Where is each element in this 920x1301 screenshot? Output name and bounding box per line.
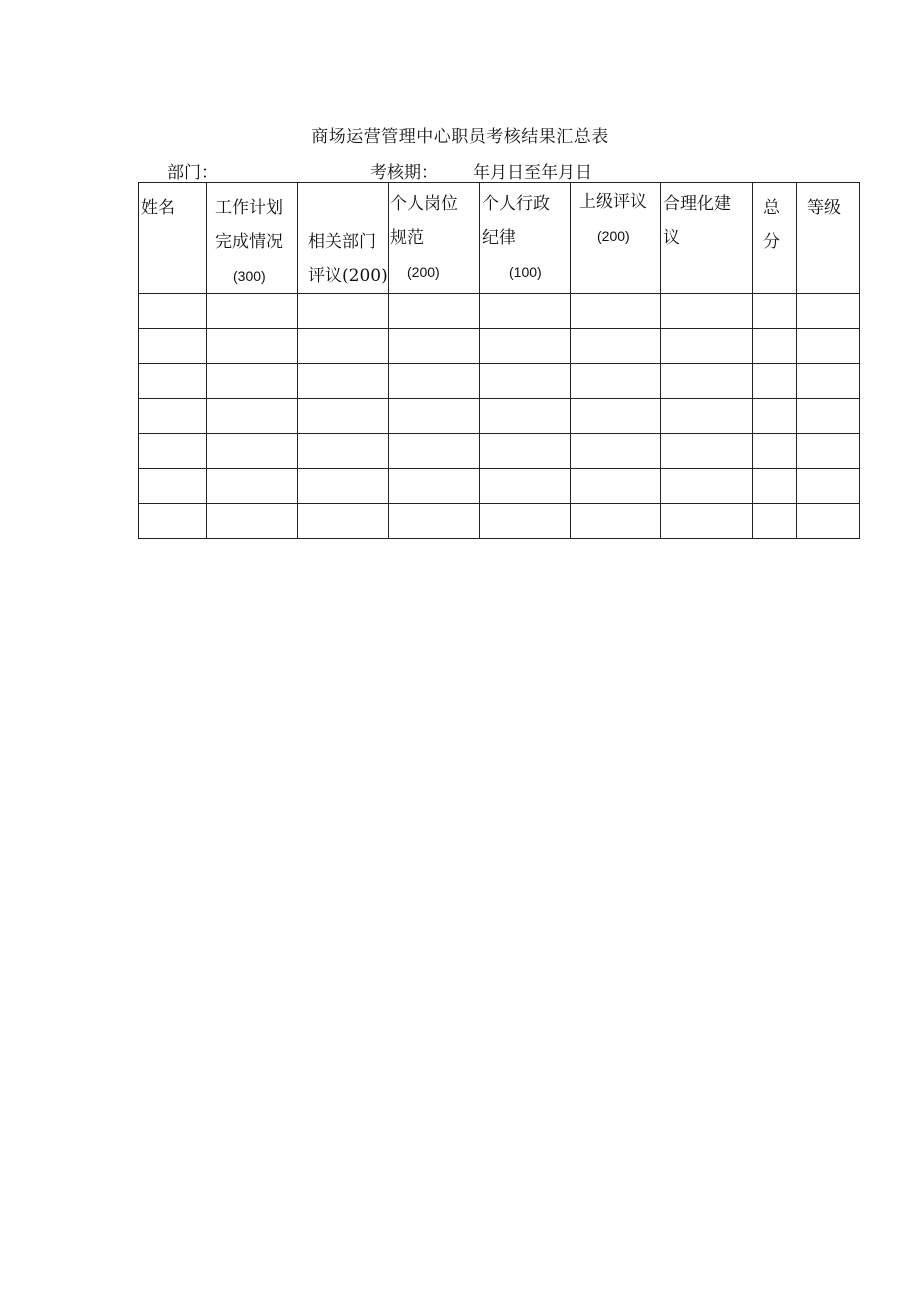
table-cell[interactable]	[139, 434, 207, 469]
table-row	[139, 294, 860, 329]
table-cell[interactable]	[389, 364, 480, 399]
table-cell[interactable]	[661, 504, 753, 539]
table-row	[139, 469, 860, 504]
table-cell[interactable]	[389, 504, 480, 539]
table-cell[interactable]	[298, 469, 389, 504]
table-cell[interactable]	[661, 364, 753, 399]
table-cell[interactable]	[797, 294, 860, 329]
table-cell[interactable]	[753, 469, 797, 504]
table-cell[interactable]	[139, 469, 207, 504]
table-cell[interactable]	[207, 329, 298, 364]
table-cell[interactable]	[389, 469, 480, 504]
table-cell[interactable]	[298, 364, 389, 399]
table-cell[interactable]	[139, 364, 207, 399]
table-cell[interactable]	[661, 329, 753, 364]
table-cell[interactable]	[480, 504, 571, 539]
table-cell[interactable]	[389, 434, 480, 469]
table-cell[interactable]	[753, 504, 797, 539]
review-period-range: 年月日至年月日	[473, 163, 592, 183]
table-cell[interactable]	[480, 364, 571, 399]
header-name: 姓名	[139, 183, 207, 294]
table-cell[interactable]	[207, 364, 298, 399]
table-cell[interactable]	[753, 399, 797, 434]
table-cell[interactable]	[139, 294, 207, 329]
table-cell[interactable]	[139, 504, 207, 539]
table-cell[interactable]	[298, 504, 389, 539]
table-cell[interactable]	[753, 434, 797, 469]
table-cell[interactable]	[389, 399, 480, 434]
header-grade: 等级	[797, 183, 860, 294]
table-cell[interactable]	[571, 329, 661, 364]
table-cell[interactable]	[139, 399, 207, 434]
review-period-label: 考核期：	[370, 163, 438, 183]
table-cell[interactable]	[797, 434, 860, 469]
table-cell[interactable]	[797, 364, 860, 399]
table-cell[interactable]	[207, 399, 298, 434]
table-cell[interactable]	[661, 469, 753, 504]
page-title: 商场运营管理中心职员考核结果汇总表	[311, 127, 609, 147]
table-row	[139, 364, 860, 399]
header-total: 总 分	[753, 183, 797, 294]
table-cell[interactable]	[571, 434, 661, 469]
table-cell[interactable]	[389, 329, 480, 364]
table-cell[interactable]	[797, 329, 860, 364]
table-cell[interactable]	[207, 294, 298, 329]
table-cell[interactable]	[139, 329, 207, 364]
table-cell[interactable]	[298, 329, 389, 364]
table-cell[interactable]	[661, 399, 753, 434]
table-cell[interactable]	[207, 504, 298, 539]
table-cell[interactable]	[797, 469, 860, 504]
table-cell[interactable]	[797, 399, 860, 434]
table-cell[interactable]	[571, 294, 661, 329]
table-cell[interactable]	[298, 294, 389, 329]
table-cell[interactable]	[753, 364, 797, 399]
header-post-norms: 个人岗位 规范 (200)	[389, 183, 480, 294]
table-cell[interactable]	[480, 469, 571, 504]
header-admin-discipline: 个人行政 纪律 (100)	[480, 183, 571, 294]
table-cell[interactable]	[389, 294, 480, 329]
table-cell[interactable]	[298, 434, 389, 469]
table-header-row	[139, 183, 860, 294]
table-cell[interactable]	[571, 364, 661, 399]
header-dept-review: 相关部门 评议(200)	[298, 183, 389, 294]
header-work-plan: 工作计划 完成情况 (300)	[207, 183, 298, 294]
department-label: 部门：	[167, 163, 218, 183]
summary-table	[138, 182, 860, 539]
header-suggestions: 合理化建 议	[661, 183, 753, 294]
table-cell[interactable]	[661, 434, 753, 469]
table-cell[interactable]	[207, 434, 298, 469]
table-cell[interactable]	[207, 469, 298, 504]
table-cell[interactable]	[480, 329, 571, 364]
table-cell[interactable]	[661, 294, 753, 329]
table-cell[interactable]	[797, 504, 860, 539]
table-cell[interactable]	[571, 504, 661, 539]
header-supervisor-review: 上级评议 (200)	[571, 183, 661, 294]
table-cell[interactable]	[480, 294, 571, 329]
table-row	[139, 399, 860, 434]
table-row	[139, 434, 860, 469]
table-cell[interactable]	[571, 399, 661, 434]
table-cell[interactable]	[480, 399, 571, 434]
table-cell[interactable]	[753, 329, 797, 364]
table-cell[interactable]	[753, 294, 797, 329]
table-cell[interactable]	[298, 399, 389, 434]
table-cell[interactable]	[571, 469, 661, 504]
table-cell[interactable]	[480, 434, 571, 469]
table-row	[139, 329, 860, 364]
table-row	[139, 504, 860, 539]
